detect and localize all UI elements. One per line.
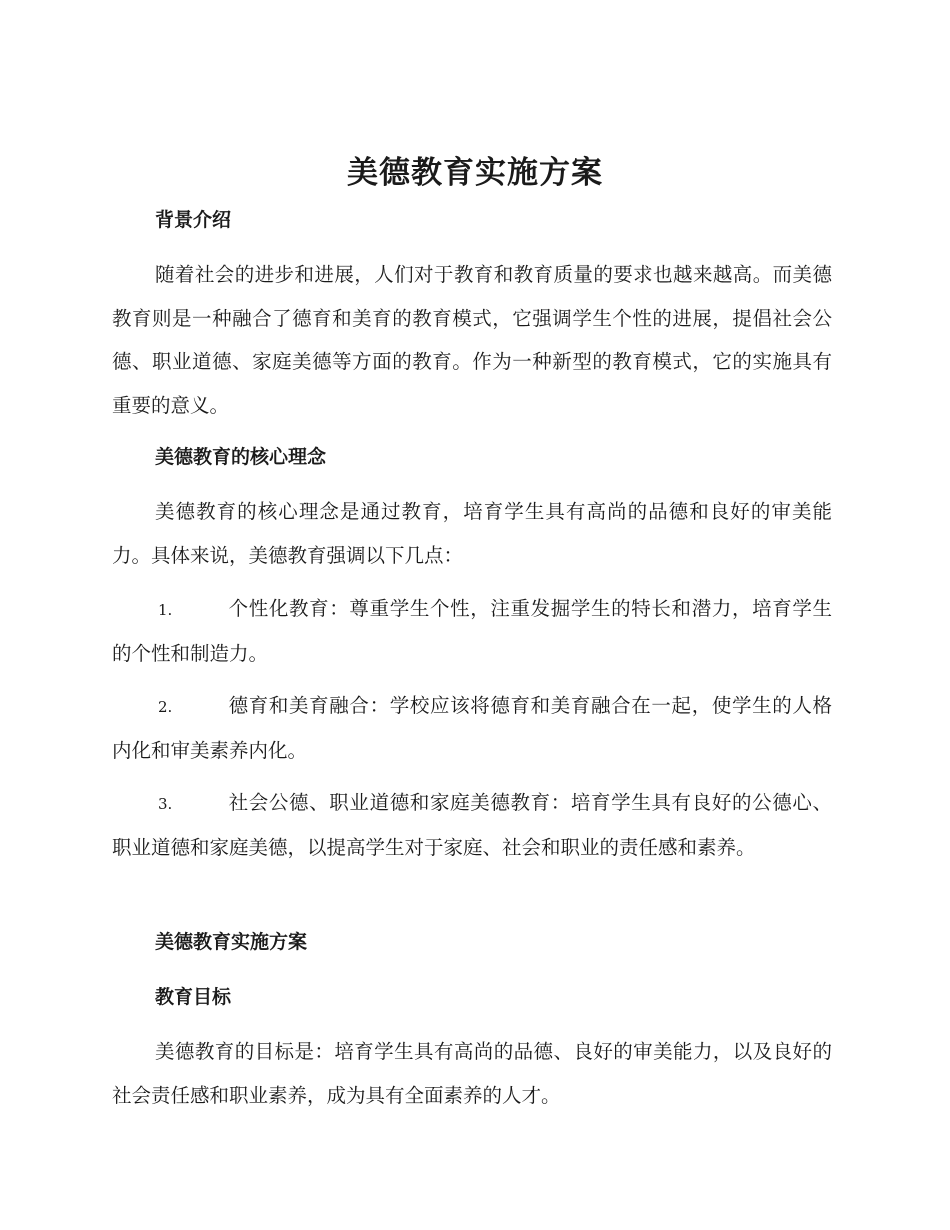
document-title: 美德教育实施方案: [347, 155, 603, 191]
list-item: [112, 587, 832, 675]
list-item: [112, 781, 832, 869]
list-item: [112, 684, 832, 772]
list-item-text: 个性化教育：尊重学生个性，注重发掘学生的特长和潜力，培育学生的个性和制造力。: [112, 597, 832, 665]
section-heading-core-concept: 美德教育的核心理念: [155, 446, 327, 468]
section-heading-goals: 教育目标: [155, 986, 232, 1008]
goals-paragraph: 美德教育的目标是：培育学生具有高尚的品德、良好的审美能力，以及良好的社会责任感和职业素养，成为具有全面素养的人才。: [112, 1040, 832, 1107]
background-paragraph: 随着社会的进步和进展，人们对于教育和教育质量的要求也越来越高。而美德教育则是一种融合了德育和美育的教育模式，它强调学生个性的进展，提倡社会公德、职业道德、家庭美德等方面的教育。作为一种新型的教育模式，它的实施具有重要的意义。: [112, 263, 832, 417]
section-heading-plan: 美德教育实施方案: [155, 931, 308, 953]
section-heading-background: 背景介绍: [155, 209, 232, 231]
list-item-text: 德育和美育融合：学校应该将德育和美育融合在一起，使学生的人格内化和审美素养内化。: [112, 694, 832, 762]
list-item-text: 社会公德、职业道德和家庭美德教育：培育学生具有良好的公德心、职业道德和家庭美德，以提高学生对于家庭、社会和职业的责任感和素养。: [112, 791, 832, 859]
list-item-number: 3.: [158, 795, 173, 813]
list-item-number: 2.: [158, 698, 173, 716]
core-concept-paragraph: 美德教育的核心理念是通过教育，培育学生具有高尚的品德和良好的审美能力。具体来说，美德教育强调以下几点：: [112, 500, 832, 567]
list-item-number: 1.: [158, 601, 173, 619]
